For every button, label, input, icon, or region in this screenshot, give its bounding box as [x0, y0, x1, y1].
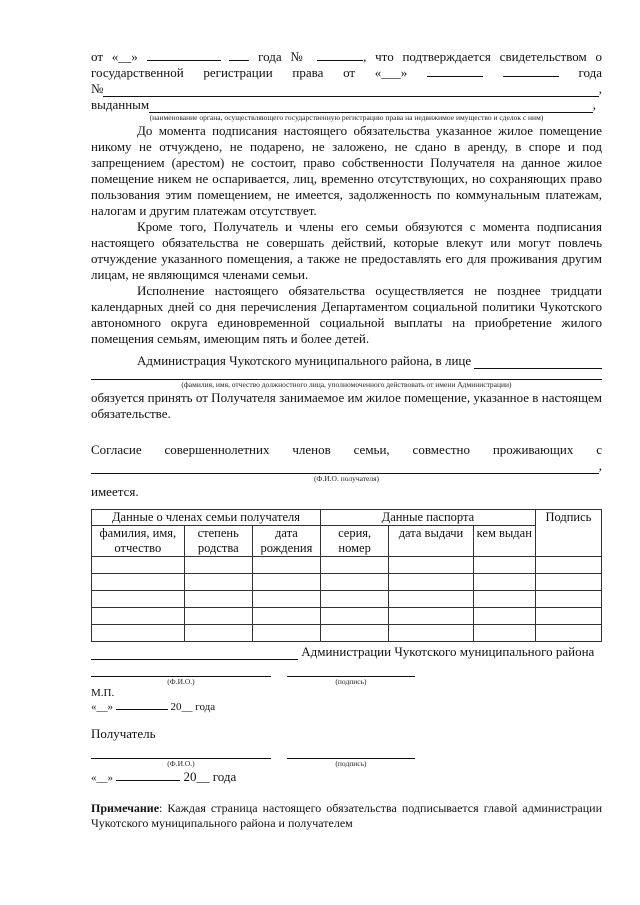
- cell[interactable]: [473, 625, 535, 642]
- cell[interactable]: [92, 608, 185, 625]
- cell[interactable]: [92, 625, 185, 642]
- table-row: [92, 608, 602, 625]
- cell[interactable]: [473, 591, 535, 608]
- text: Администрации Чукотского муниципального района: [301, 644, 595, 659]
- cell[interactable]: [252, 591, 320, 608]
- cell[interactable]: [184, 574, 252, 591]
- fio-line[interactable]: [91, 666, 271, 677]
- blank-field[interactable]: [91, 647, 298, 660]
- table-row: [92, 557, 602, 574]
- cell[interactable]: [184, 625, 252, 642]
- cell[interactable]: [535, 608, 601, 625]
- fio-block: [91, 666, 271, 687]
- cell[interactable]: [321, 557, 389, 574]
- caption: (Ф.И.О.): [167, 677, 195, 686]
- caption: (Ф.И.О. получателя): [313, 474, 380, 483]
- text: выданным: [91, 97, 150, 112]
- caption: (фамилия, имя, отчество должностного лица, уполномоченного действовать от имени Администрации): [181, 380, 512, 389]
- cell[interactable]: [389, 608, 473, 625]
- cell[interactable]: [252, 557, 320, 574]
- blank-field[interactable]: [116, 700, 168, 710]
- cell[interactable]: [252, 625, 320, 642]
- paragraph: Исполнение настоящего обязательства осуществляется не позднее тридцати календарных дней со дня перечисления Департаментом социальной политики Чукотского автономного округа единовременной социальной выплаты на приобретение жилого помещения семьям, имеющим пять и более детей.: [91, 283, 602, 346]
- cell[interactable]: [321, 625, 389, 642]
- cell[interactable]: [535, 625, 601, 642]
- admin-intro: [91, 353, 602, 369]
- text: «__»: [91, 701, 113, 713]
- admin-signature-lines: [91, 666, 602, 687]
- table-header: Данные паспорта: [321, 510, 536, 526]
- date-line: [91, 769, 602, 785]
- line-registration: [91, 65, 602, 81]
- blank-field[interactable]: [317, 49, 363, 61]
- caption: (подпись): [335, 677, 367, 686]
- cell[interactable]: [389, 557, 473, 574]
- cell[interactable]: [92, 591, 185, 608]
- blank-field[interactable]: [147, 49, 221, 61]
- line-issued-by: [91, 97, 596, 113]
- text: от «__»: [91, 49, 138, 64]
- fio-line[interactable]: [91, 748, 271, 759]
- cell[interactable]: [389, 625, 473, 642]
- cell[interactable]: [535, 574, 601, 591]
- blank-field[interactable]: [474, 356, 602, 369]
- column-header: фамилия, имя, отчество: [92, 526, 185, 557]
- table-row: [92, 625, 602, 642]
- cell[interactable]: [321, 608, 389, 625]
- document-page: [91, 0, 602, 871]
- cell[interactable]: [535, 591, 601, 608]
- note-text: : Каждая страница настоящего обязательства подписывается главой администрации Чукотского муниципального района и получателем: [91, 801, 602, 830]
- cell[interactable]: [321, 591, 389, 608]
- consent-text: Согласие совершеннолетних членов семьи, совместно проживающих с: [91, 442, 602, 457]
- cell[interactable]: [389, 574, 473, 591]
- cell[interactable]: [321, 574, 389, 591]
- note-label: Примечание: [91, 801, 160, 815]
- blank-line[interactable]: [91, 369, 602, 380]
- blank-field[interactable]: [503, 65, 559, 77]
- text: ,: [598, 458, 602, 473]
- blank-field[interactable]: [116, 769, 180, 781]
- recipient-label: Получатель: [91, 726, 156, 741]
- text: Администрация Чукотского муниципального района, в лице: [137, 353, 472, 368]
- table-row: [92, 574, 602, 591]
- cell[interactable]: [92, 557, 185, 574]
- text: ,: [598, 81, 602, 96]
- text: №: [91, 81, 104, 96]
- paragraph: Кроме того, Получатель и члены его семьи обязуются с момента подписания настоящего обязательства не совершать действий, которые влекут или могут повлечь отчуждение указанного помещения, а также не предоставлять его для проживания другим лицам, не являющимся членами семьи.: [91, 219, 602, 282]
- text: , что подтверждается свидетельством о: [363, 49, 603, 64]
- cell[interactable]: [92, 574, 185, 591]
- caption: (наименование органа, осуществляющего государственную регистрацию права на недвижимое имущество и сделок с ним): [149, 113, 544, 122]
- cell[interactable]: [535, 557, 601, 574]
- line-number: [91, 81, 602, 97]
- table-header: Данные о членах семьи получателя: [92, 510, 321, 526]
- blank-field[interactable]: [103, 84, 598, 97]
- column-header: дата выдачи: [389, 526, 473, 557]
- text: «__»: [91, 772, 113, 784]
- paragraph: обязуется принять от Получателя занимаемое им жилое помещение, указанное в настоящем обязательстве.: [91, 390, 602, 421]
- signature-block: [287, 748, 415, 769]
- admin-signature: [91, 644, 602, 660]
- column-header: серия, номер: [321, 526, 389, 557]
- blank-field[interactable]: [91, 461, 599, 474]
- blank-field[interactable]: [229, 49, 249, 61]
- text: года: [578, 65, 602, 80]
- table-row: [92, 591, 602, 608]
- cell[interactable]: [473, 574, 535, 591]
- cell[interactable]: [252, 574, 320, 591]
- stamp-place: М.П.: [91, 687, 115, 699]
- column-header: дата рождения: [252, 526, 320, 557]
- cell[interactable]: [473, 608, 535, 625]
- table-header: Подпись: [535, 510, 601, 557]
- column-header: степень родства: [184, 526, 252, 557]
- text: ,: [592, 97, 596, 112]
- cell[interactable]: [252, 608, 320, 625]
- text: имеется.: [91, 484, 139, 499]
- caption: (подпись): [335, 759, 367, 768]
- column-header: кем выдан: [473, 526, 535, 557]
- blank-field[interactable]: [427, 65, 483, 77]
- date-line: [91, 700, 602, 714]
- cell[interactable]: [184, 608, 252, 625]
- signature-block: [287, 666, 415, 687]
- family-table: [91, 509, 602, 642]
- cell[interactable]: [184, 591, 252, 608]
- cell[interactable]: [184, 557, 252, 574]
- text: 20__ года: [183, 769, 237, 784]
- fio-block: [91, 748, 271, 769]
- line-certificate-date: [91, 49, 602, 65]
- text: государственной регистрации права от «___»: [91, 65, 408, 80]
- caption: (Ф.И.О.): [167, 759, 195, 768]
- paragraph: До момента подписания настоящего обязательства указанное жилое помещение никому не отчуждено, не подарено, не заложено, не сдано в аренду, в споре и под запрещением (арестом) не состоит, право собственности Получателя на данное жилое помещение никем не оспаривается, лиц, временно отсутствующих, но сохраняющих право пользования этим помещением, не имеется, задолженность по коммунальным платежам, налогам и другим платежам отсутствует.: [91, 123, 602, 218]
- cell[interactable]: [473, 557, 535, 574]
- blank-field[interactable]: [149, 100, 593, 113]
- cell[interactable]: [389, 591, 473, 608]
- recipient-signature-lines: [91, 748, 602, 769]
- note: [91, 801, 602, 831]
- text: года №: [258, 49, 309, 64]
- consent-line: [91, 458, 602, 474]
- signature-line[interactable]: [287, 666, 415, 677]
- signature-line[interactable]: [287, 748, 415, 759]
- text: 20__ года: [170, 701, 216, 713]
